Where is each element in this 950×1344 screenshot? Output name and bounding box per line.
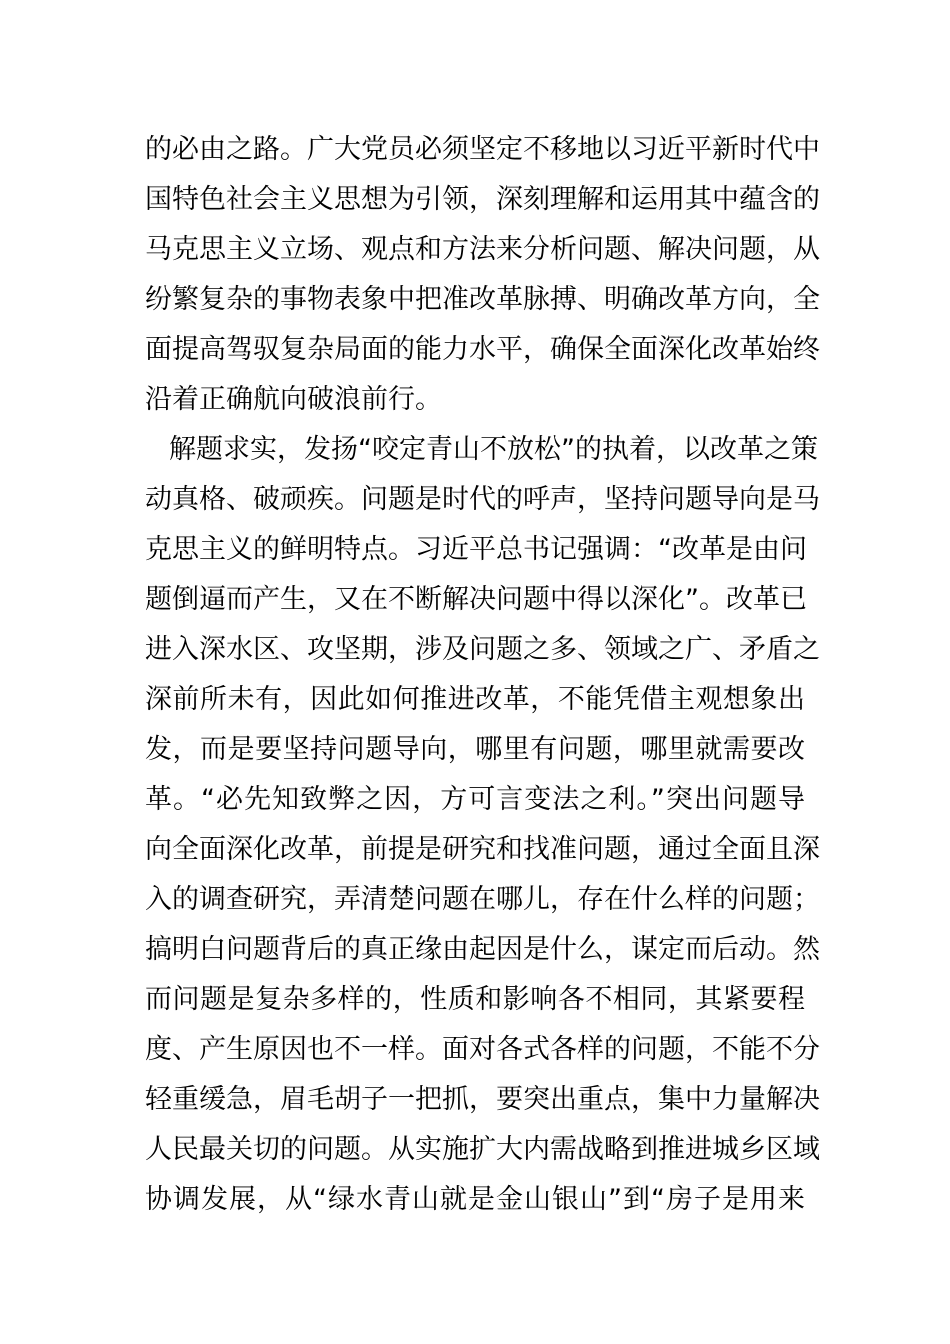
text-line: 沿着正确航向破浪前行。 [145, 384, 442, 415]
text-line: 入的调查研究，弄清楚问题在哪儿，存在什么样的问题； [145, 884, 820, 915]
text-line: 题倒逼而产生，又在不断解决问题中得以深化”。改革已 [145, 584, 807, 615]
text-line: 度、产生原因也不一样。面对各式各样的问题，不能不分 [145, 1034, 820, 1065]
text-line: 面提高驾驭复杂局面的能力水平，确保全面深化改革始终 [145, 334, 820, 365]
text-line: 搞明白问题背后的真正缘由起因是什么，谋定而后动。然 [145, 934, 820, 965]
paragraph-continued [145, 125, 820, 425]
text-line: 马克思主义立场、观点和方法来分析问题、解决问题，从 [145, 234, 820, 265]
text-line: 深前所未有，因此如何推进改革，不能凭借主观想象出 [145, 684, 805, 715]
text-line: 轻重缓急，眉毛胡子一把抓，要突出重点，集中力量解决 [145, 1084, 820, 1115]
text-line: 的必由之路。广大党员必须坚定不移地以习近平新时代中 [145, 134, 820, 165]
text-line: 克思主义的鲜明特点。习近平总书记强调：“改革是由问 [145, 534, 807, 565]
text-line: 国特色社会主义思想为引领，深刻理解和运用其中蕴含的 [145, 184, 820, 215]
text-line: 革。“必先知致弊之因，方可言变法之利。”突出问题导 [145, 784, 805, 815]
text-line: 发，而是要坚持问题导向，哪里有问题，哪里就需要改 [145, 734, 805, 765]
text-line: 纷繁复杂的事物表象中把准改革脉搏、明确改革方向，全 [145, 284, 820, 315]
text-line: 进入深水区、攻坚期，涉及问题之多、领域之广、矛盾之 [145, 634, 820, 665]
paragraph-problem-solving [145, 425, 820, 1225]
text-line: 动真格、破顽疾。问题是时代的呼声，坚持问题导向是马 [145, 484, 820, 515]
text-line: 人民最关切的问题。从实施扩大内需战略到推进城乡区域 [145, 1134, 820, 1165]
text-line: 而问题是复杂多样的，性质和影响各不相同，其紧要程 [145, 984, 805, 1015]
text-line: 解题求实，发扬“咬定青山不放松”的执着，以改革之策 [169, 434, 818, 465]
text-line: 协调发展，从“绿水青山就是金山银山”到“房子是用来 [145, 1184, 805, 1215]
text-line: 向全面深化改革，前提是研究和找准问题，通过全面且深 [145, 834, 820, 865]
